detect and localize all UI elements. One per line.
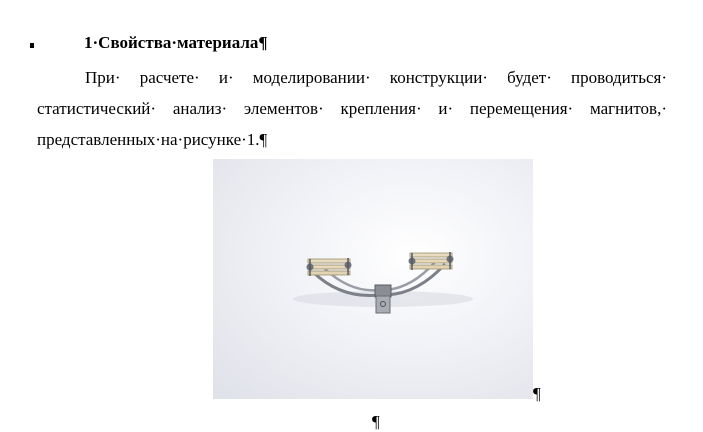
body-paragraph: При· расчете· и· моделировании· конструкции· будет· проводиться· статистический· анализ· элементов· крепления· и· перемещения· магнитов,· представленных·на·рисунке·1.¶ xyxy=(37,68,667,149)
figure-paragraph-mark: ¶ xyxy=(533,384,541,403)
figure-image xyxy=(213,159,533,399)
list-bullet-marker xyxy=(30,43,34,48)
magnet-mount-assembly-render xyxy=(213,159,533,399)
section-heading: 1·Свойства·материала¶ xyxy=(84,33,268,52)
empty-paragraph-mark: ¶ xyxy=(372,412,380,431)
